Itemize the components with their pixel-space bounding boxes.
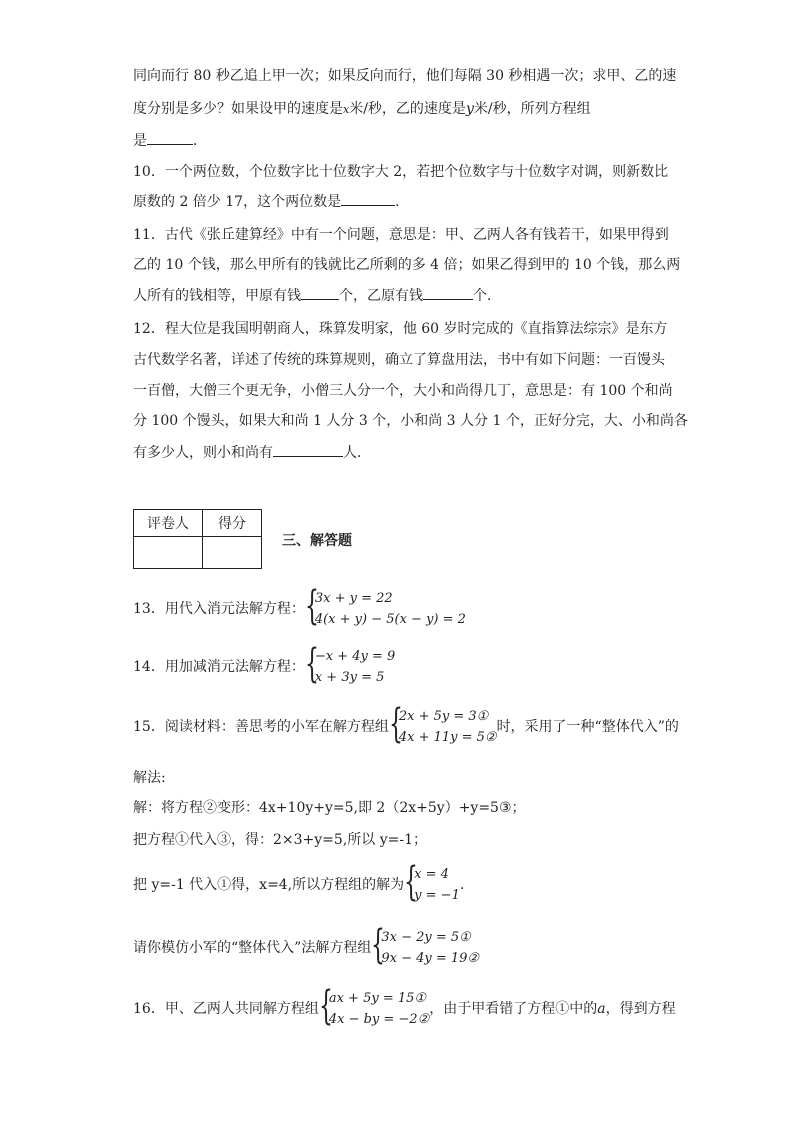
q15-line-2: 解法:: [133, 770, 166, 786]
q10-line-1: 10．一个两位数，个位数字比十位数字大 2，若把个位数字与十位数字对调，则新数比: [133, 164, 669, 180]
equation-system-q15: { 2x + 5y = 3① 4x + 11y = 5②: [388, 701, 497, 747]
solution-system-q15: { x = 4 y = −1: [404, 859, 460, 905]
q15-line-6: 请你模仿小军的“整体代入”法解方程组 { 3x − 2y = 5① 9x − 4y = 19②: [133, 922, 480, 968]
q15-line-3: 解：将方程②变形：4x+10y+y=5,即 2（2x+5y）+y=5③；: [133, 800, 526, 816]
answer-blank-q10[interactable]: [341, 191, 395, 206]
q12-line-2: 古代数学名著，详述了传统的珠算规则，确立了算盘用法，书中有如下问题：一百馒头: [133, 352, 665, 368]
q9-line-3: 是 ．: [133, 130, 207, 151]
answer-blank-q11-b[interactable]: [423, 285, 473, 300]
q11-line-1: 11．古代《张丘建算经》中有一个问题，意思是：甲、乙两人各有钱若干，如果甲得到: [133, 227, 669, 243]
q12-line-4: 分 100 个馒头，如果大和尚 1 人分 3 个，小和尚 3 人分 1 个，正好分完，大、小和尚各: [133, 413, 688, 429]
q11-line-2: 乙的 10 个钱，那么甲所有的钱就比乙所剩的多 4 倍；如果乙得到甲的 10 个钱，那么两: [133, 257, 681, 273]
q12-line-5: 有多少人，则小和尚有 人．: [133, 442, 371, 463]
score-table-header-grader: 评卷人: [134, 510, 203, 537]
answer-blank-q12[interactable]: [273, 442, 343, 457]
equation-system-q15-exercise: { 3x − 2y = 5① 9x − 4y = 19②: [371, 922, 480, 968]
q16-line-1: 16．甲、乙两人共同解方程组 { ax + 5y = 15① 4x − by = −2② ，由于甲看错了方程①中的a，得到方程: [133, 983, 676, 1029]
q13: 13．用代入消元法解方程： { 3x + y = 22 4(x + y) − 5(x − y) = 2: [133, 583, 466, 629]
score-table-header-score: 得分: [203, 510, 262, 537]
q11-line-3: 人所有的钱相等，甲原有钱 个，乙原有钱 个．: [133, 285, 501, 306]
q9-line-2: 度分别是多少？如果设甲的速度是x米/秒，乙的速度是y米/秒，所列方程组: [133, 101, 591, 117]
equation-system-q13: { 3x + y = 22 4(x + y) − 5(x − y) = 2: [304, 583, 466, 629]
grader-cell[interactable]: [134, 537, 203, 569]
q12-line-1: 12．程大位是我国明朝商人，珠算发明家，他 60 岁时完成的《直指算法综宗》是东方: [133, 321, 668, 337]
q15-line-5: 把 y=-1 代入①得，x=4,所以方程组的解为 { x = 4 y = −1 .: [133, 859, 465, 905]
q14: 14．用加减消元法解方程： { −x + 4y = 9 x + 3y = 5: [133, 641, 396, 687]
score-table: [133, 509, 262, 569]
section-title: 三、解答题: [282, 533, 352, 549]
q9-line-1: 同向而行 80 秒乙追上甲一次；如果反向而行，他们每隔 30 秒相遇一次；求甲、乙的速: [133, 68, 677, 84]
answer-blank-q11-a[interactable]: [301, 285, 339, 300]
answer-blank-q9[interactable]: [147, 130, 193, 145]
equation-system-q14: { −x + 4y = 9 x + 3y = 5: [304, 641, 396, 687]
q15-line-4: 把方程①代入③，得：2×3+y=5,所以 y=-1；: [133, 832, 427, 848]
q12-line-3: 一百僧，大僧三个更无争，小僧三人分一个，大小和尚得几丁，意思是：有 100 个和尚: [133, 383, 673, 399]
equation-system-q16: { ax + 5y = 15① 4x − by = −2②: [318, 983, 430, 1029]
q10-line-2: 原数的 2 倍少 17，这个两位数是 .: [133, 191, 400, 212]
q15-line-1: 15．阅读材料：善思考的小军在解方程组 { 2x + 5y = 3① 4x + 11y = 5② 时，采用了一种“整体代入”的: [133, 701, 679, 747]
score-cell[interactable]: [203, 537, 262, 569]
